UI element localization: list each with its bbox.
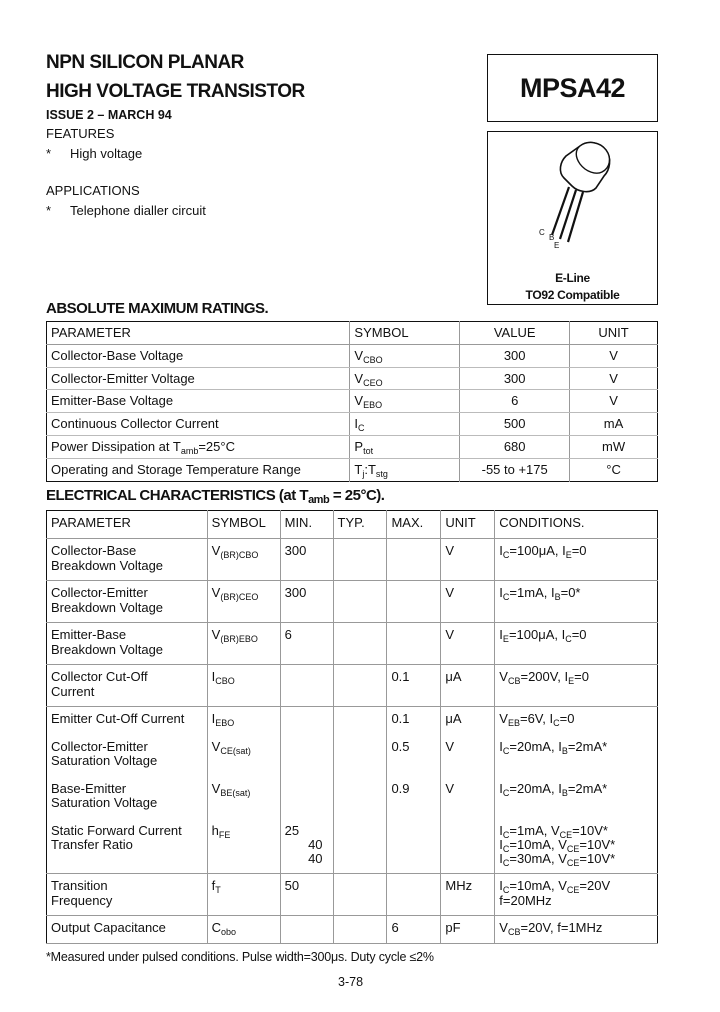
page-number: 3-78 [338,975,364,989]
max-cell: 6 [387,916,441,944]
table-header-row [47,511,658,539]
unit-cell: V [570,344,658,367]
conditions-cell: $I_C=20mA$, $I_B=2mA*$ [495,777,658,819]
issue-line: ISSUE 2 – MARCH 94 [46,108,172,122]
symbol-cell: $V_{CBO}$ [350,344,460,367]
unit-cell: V [570,367,658,390]
table-row [47,344,658,367]
min-cell: 300 [280,581,333,623]
parameter-cell: Collector-Emitter Voltage [47,367,350,390]
col-header-parameter: PARAMETER [47,511,208,539]
col-header-value: VALUE [460,322,570,345]
typ-cell [333,735,387,777]
parameter-cell: Emitter-Base Breakdown Voltage [47,623,208,665]
parameter-cell: Collector-Emitter Saturation Voltage [51,738,158,768]
symbol-cell: $I_C$ [350,413,460,436]
typ-cell [333,665,387,707]
parameter-cell: Output Capacitance [47,916,208,944]
symbol-cell: $C_{obo}$ [207,916,280,944]
applications-heading: APPLICATIONS [46,183,140,198]
unit-cell: μA [441,707,495,735]
table-row [47,874,658,916]
max-cell: 0.1 [387,707,441,735]
col-header-min: MIN. [280,511,333,539]
conditions-cell: $V_{CB}=200V$, $I_E=0$ [495,665,658,707]
value-cell: -55 to +175 [460,458,570,481]
table-row [47,707,658,735]
unit-cell: μA [441,665,495,707]
part-number: MPSA42 [519,72,626,103]
col-header-max: MAX. [387,511,441,539]
symbol-cell: $V_{EBO}$ [350,390,460,413]
max-cell [387,581,441,623]
applications-bullet: * [46,203,52,218]
conditions-cell: $V_{CB}=20V$, f=1MHz [495,916,658,944]
col-header-unit: UNIT [441,511,495,539]
table-row [47,413,658,436]
parameter-cell: Collector-Emitter Breakdown Voltage [47,581,208,623]
conditions-cell: $I_E=100\mu A$, $I_C=0$ [495,623,658,665]
table-row [47,819,658,874]
elec-heading: ELECTRICAL CHARACTERISTICS (at $T_{amb} = 25^\circ C$). [46,487,385,506]
table-row [47,539,658,581]
symbol-cell: $V_{BE(sat)}$ [207,777,280,819]
package-box [487,131,658,305]
table-row [47,916,658,944]
table-header-row [47,322,658,345]
symbol-cell: $V_{CEO}$ [350,367,460,390]
typ-cell [333,874,387,916]
part-number-box [487,54,658,122]
features-heading: FEATURES [46,126,115,141]
unit-cell [441,819,495,874]
abs-max-heading: ABSOLUTE MAXIMUM RATINGS. [46,300,269,317]
parameter-cell: Static Forward Current Transfer Ratio [47,819,208,874]
symbol-cell: $T_j:T_{stg}$ [350,458,460,481]
max-cell: 0.5 [387,735,441,777]
table-row [47,623,658,665]
min-cell: 25 40 40 [280,819,333,874]
max-cell [387,819,441,874]
min-cell: 300 [280,539,333,581]
col-header-parameter: PARAMETER [47,322,350,345]
conditions-cell: $I_C=1mA$, $V_{CE}=10V*$ $I_C=10mA$, $V_{CE}=10V*$ $I_C=30mA$, $V_{CE}=10V*$ [495,819,658,874]
unit-cell: V [441,777,495,819]
max-cell [387,539,441,581]
symbol-cell: $V_{(BR)CEO}$ [207,581,280,623]
table-row [47,735,658,777]
parameter-cell: Base-Emitter Saturation Voltage [51,780,158,810]
unit-cell: V [441,623,495,665]
col-header-unit: UNIT [570,322,658,345]
unit-cell: mW [570,435,658,458]
value-cell: 300 [460,367,570,390]
title-line-1: NPN SILICON PLANAR [46,52,244,73]
parameter-cell: Power Dissipation at $T_{amb}=25^\circ C$ [47,435,350,458]
value-cell: 6 [460,390,570,413]
unit-cell: V [570,390,658,413]
parameter-cell: Transition Frequency [47,874,208,916]
unit-cell: pF [441,916,495,944]
table-row [47,367,658,390]
min-cell: 50 [280,874,333,916]
feature-item: High voltage [70,146,143,161]
conditions-cell: $I_C=20mA$, $I_B=2mA*$ [495,735,658,777]
package-compat: TO92 Compatible [525,288,620,302]
unit-cell: MHz [441,874,495,916]
footnote: *Measured under pulsed conditions. Pulse width=300μs. Duty cycle ≤2% [46,950,434,964]
pin-b-label: B [549,233,555,242]
symbol-cell: $I_{EBO}$ [207,707,280,735]
value-cell: 680 [460,435,570,458]
parameter-cell: Collector Cut-Off Current [47,665,208,707]
col-header-typ: TYP. [333,511,387,539]
unit-cell: V [441,581,495,623]
min-cell [280,665,333,707]
typ-cell [333,707,387,735]
package-name: E-Line [555,271,590,285]
parameter-cell: Continuous Collector Current [47,413,350,436]
parameter-cell: Collector-Base Voltage [47,344,350,367]
conditions-cell: $I_C=10mA$, $V_{CE}=20V$ f=20MHz [495,874,658,916]
unit-cell: V [441,539,495,581]
elec-char-table [46,510,658,944]
max-cell: 0.1 [387,665,441,707]
parameter-cell: Emitter-Base Voltage [47,390,350,413]
col-header-symbol: SYMBOL [207,511,280,539]
table-row [47,435,658,458]
min-cell: 6 [280,623,333,665]
typ-cell [333,819,387,874]
unit-cell: mA [570,413,658,436]
table-row [47,458,658,481]
max-cell [387,874,441,916]
min-cell [280,735,333,777]
table-row [47,390,658,413]
abs-max-table [46,321,658,482]
typ-cell [333,916,387,944]
table-row [47,665,658,707]
min-cell [280,916,333,944]
conditions-cell: $I_C=100\mu A$, $I_E=0$ [495,539,658,581]
features-bullet: * [46,146,52,161]
symbol-cell: $h_{FE}$ [207,819,280,874]
pin-c-label: C [539,228,545,237]
col-header-conditions: CONDITIONS. [495,511,658,539]
min-cell [280,707,333,735]
typ-cell [333,623,387,665]
conditions-cell: $I_C=1mA$, $I_B=0*$ [495,581,658,623]
value-cell: 300 [460,344,570,367]
to92-package-icon [488,132,657,262]
symbol-cell: $V_{CE(sat)}$ [207,735,280,777]
value-cell: 500 [460,413,570,436]
symbol-cell: $f_T$ [207,874,280,916]
typ-cell [333,777,387,819]
symbol-cell: $V_{(BR)EBO}$ [207,623,280,665]
typ-cell [333,581,387,623]
unit-cell: V [441,735,495,777]
conditions-cell: $V_{EB}=6V$, $I_C=0$ [495,707,658,735]
pin-e-label: E [554,241,560,250]
col-header-symbol: SYMBOL [350,322,460,345]
symbol-cell: $I_{CBO}$ [207,665,280,707]
table-row [47,777,658,819]
max-cell: 0.9 [387,777,441,819]
max-cell [387,623,441,665]
title-line-2: HIGH VOLTAGE TRANSISTOR [46,81,305,102]
min-cell [280,777,333,819]
symbol-cell: $V_{(BR)CBO}$ [207,539,280,581]
unit-cell: °C [570,458,658,481]
parameter-cell: Operating and Storage Temperature Range [51,461,301,477]
application-item: Telephone dialler circuit [70,203,206,218]
parameter-cell: Emitter Cut-Off Current [51,711,185,726]
table-row [47,581,658,623]
symbol-cell: $P_{tot}$ [350,435,460,458]
parameter-cell: Collector-Base Breakdown Voltage [47,539,208,581]
typ-cell [333,539,387,581]
